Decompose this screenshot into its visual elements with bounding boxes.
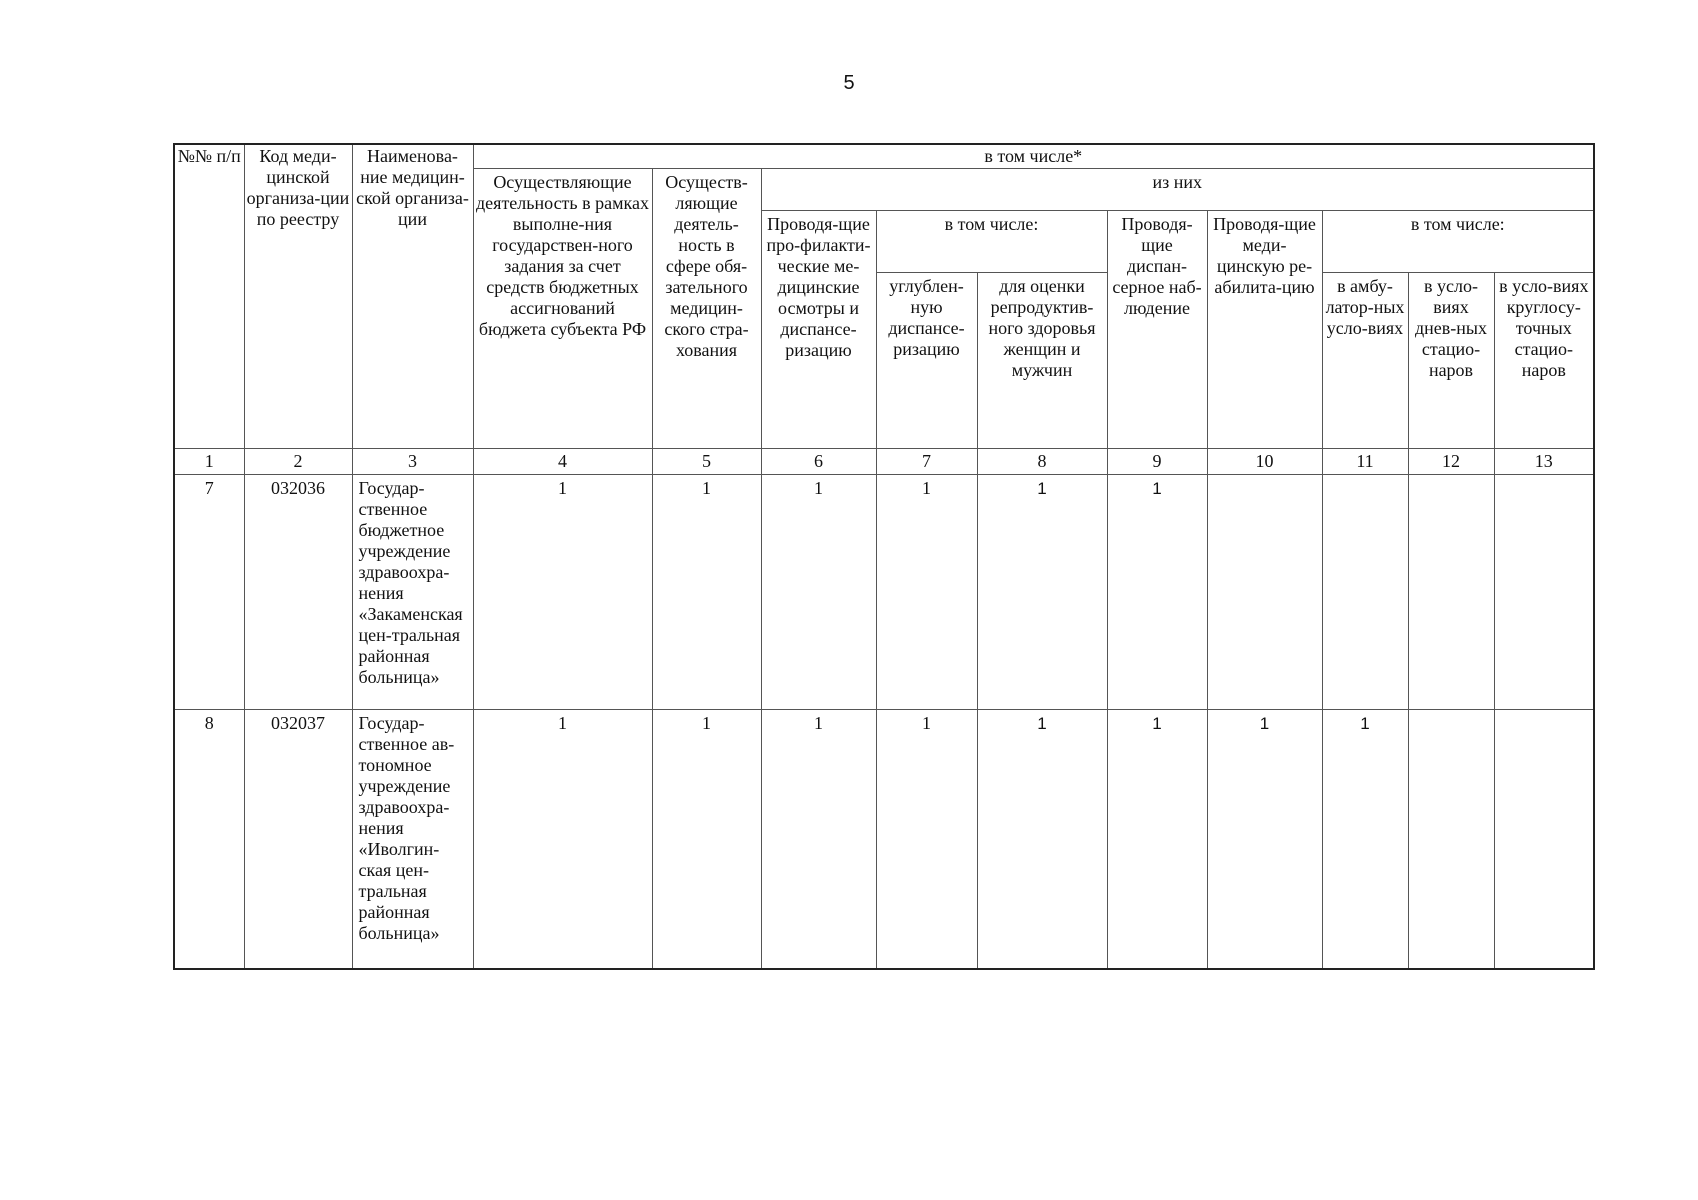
row-org-name: Государ-ственное ав-тономное учреждение здравоохра-нения «Иволгин-ская цен-тральная районная больница» [352,710,473,969]
colnum-8: 8 [977,449,1107,475]
header-day-hospital: в усло-виях днев-ных стацио-наров [1408,273,1494,449]
row-c11 [1322,475,1408,710]
header-ambulatory: в амбу-латор-ных усло-виях [1322,273,1408,449]
header-rehab: Проводя-щие меди-цинскую ре-абилита-цию [1207,211,1322,449]
row-c5: 1 [652,475,761,710]
header-oms: Осуществ-ляющие деятель-ность в сфере обя-зательного медицин-ского стра-хования [652,169,761,449]
header-preventive-exams: Проводя-щие про-филакти-ческие ме-дицинские осмотры и диспансе-ризацию [761,211,876,449]
row-c13 [1494,710,1594,969]
header-round-clock: в усло-виях круглосу-точных стацио-наров [1494,273,1594,449]
row-c9: 1 [1107,710,1207,969]
colnum-12: 12 [1408,449,1494,475]
header-deep-dispensary: углублен-ную диспансе-ризацию [876,273,977,449]
header-group-all: в том числе* [473,144,1594,169]
header-state-task: Осуществляющие деятельность в рамках выполне-ния государствен-ного задания за счет средств бюджетных ассигнований бюджета субъекта РФ [473,169,652,449]
colnum-10: 10 [1207,449,1322,475]
colnum-4: 4 [473,449,652,475]
row-c4: 1 [473,475,652,710]
header-name: Наименова-ние медицин-ской организа-ции [352,144,473,449]
header-dispensary: Проводя-щие диспан-серное наб-людение [1107,211,1207,449]
header-group-vtom1: в том числе: [876,211,1107,273]
header-group-vtom2: в том числе: [1322,211,1594,273]
organizations-table [173,143,1595,970]
colnum-5: 5 [652,449,761,475]
header-group-iz-nih: из них [761,169,1594,211]
header-code: Код меди-цинской организа-ции по реестру [244,144,352,449]
row-org-name: Государ-ственное бюджетное учреждение здравоохра-нения «Закаменская цен-тральная районная больница» [352,475,473,710]
row-c7: 1 [876,475,977,710]
row-c8: 1 [977,710,1107,969]
row-c6: 1 [761,475,876,710]
table-row [174,710,1594,969]
row-c12 [1408,475,1494,710]
colnum-13: 13 [1494,449,1594,475]
row-c5: 1 [652,710,761,969]
colnum-9: 9 [1107,449,1207,475]
row-num: 8 [174,710,244,969]
row-c8: 1 [977,475,1107,710]
row-code: 032036 [244,475,352,710]
row-c9: 1 [1107,475,1207,710]
row-c10: 1 [1207,710,1322,969]
colnum-11: 11 [1322,449,1408,475]
header-reproductive: для оценки репродуктив-ного здоровья женщин и мужчин [977,273,1107,449]
row-c6: 1 [761,710,876,969]
page-number: 5 [843,72,855,94]
row-num: 7 [174,475,244,710]
colnum-3: 3 [352,449,473,475]
colnum-6: 6 [761,449,876,475]
colnum-1: 1 [174,449,244,475]
row-c12 [1408,710,1494,969]
row-code: 032037 [244,710,352,969]
header-num: №№ п/п [174,144,244,449]
colnum-7: 7 [876,449,977,475]
row-c4: 1 [473,710,652,969]
row-c13 [1494,475,1594,710]
colnum-2: 2 [244,449,352,475]
row-c11: 1 [1322,710,1408,969]
row-c7: 1 [876,710,977,969]
row-c10 [1207,475,1322,710]
table-row [174,475,1594,710]
